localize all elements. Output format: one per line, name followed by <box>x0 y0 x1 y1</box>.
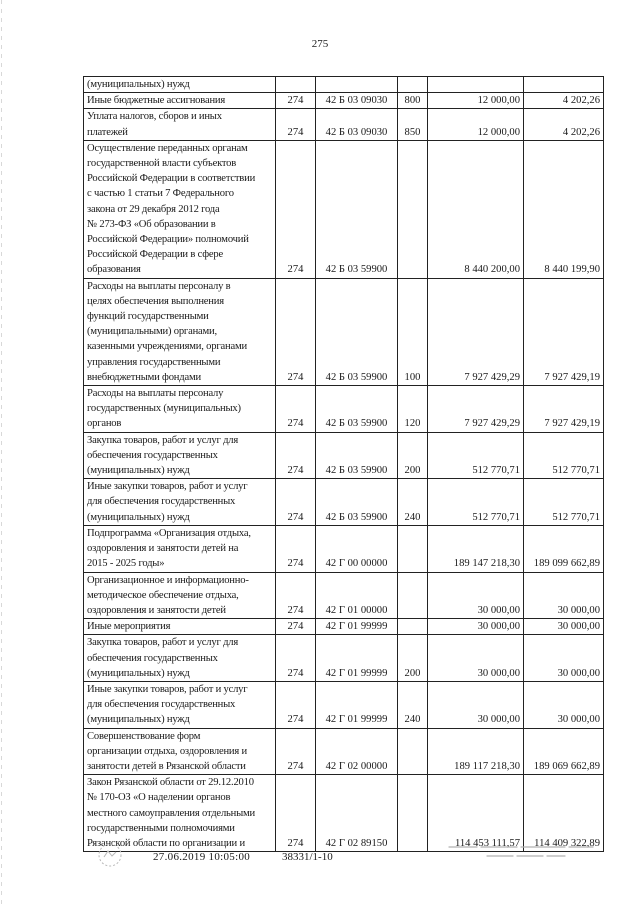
row-target-code: 42 Б 03 09030 <box>316 109 398 140</box>
scan-watermark <box>447 842 597 865</box>
row-name-line: Российской Федерации в сфере <box>87 249 223 261</box>
row-fact-amount: 4 202,26 <box>524 93 604 109</box>
row-plan-amount: 30 000,00 <box>428 635 524 682</box>
row-name-cell <box>84 635 276 682</box>
row-plan-amount: 512 770,71 <box>428 479 524 526</box>
seal-icon <box>95 840 125 870</box>
row-name-line: Иные закупки товаров, работ и услуг <box>87 683 248 695</box>
row-ministry-code <box>276 77 316 93</box>
row-name-line: (муниципальных) нужд <box>87 79 190 90</box>
table-row <box>84 681 604 728</box>
row-name-cell <box>84 77 276 93</box>
row-name-line: Закупка товаров, работ и услуг для <box>87 637 239 649</box>
row-plan-amount: 512 770,71 <box>428 432 524 479</box>
row-target-code: 42 Б 03 59900 <box>316 479 398 526</box>
row-name-cell <box>84 278 276 385</box>
row-target-code: 42 Г 02 89150 <box>316 775 398 852</box>
row-name-line: платежей <box>87 126 128 138</box>
table-row <box>84 140 604 278</box>
row-expense-type <box>398 572 428 619</box>
row-name-line: казенными учреждениями, органами <box>87 341 247 353</box>
row-ministry-code: 274 <box>276 109 316 140</box>
row-name-line: Закупка товаров, работ и услуг для <box>87 434 239 446</box>
row-name-cell <box>84 681 276 728</box>
row-name-line: Закон Рязанской области от 29.12.2010 <box>87 777 254 789</box>
row-fact-amount: 30 000,00 <box>524 572 604 619</box>
row-name-line: (муниципальными) органами, <box>87 326 217 338</box>
row-name-cell <box>84 93 276 109</box>
row-target-code: 42 Б 03 59900 <box>316 278 398 385</box>
row-name-line: Иные мероприятия <box>87 621 171 633</box>
row-name-line: внебюджетными фондами <box>87 371 201 383</box>
row-ministry-code: 274 <box>276 572 316 619</box>
row-plan-amount: 189 147 218,30 <box>428 525 524 572</box>
footer-doc-number: 38331/1-10 <box>282 851 333 863</box>
row-target-code: 42 Г 00 00000 <box>316 525 398 572</box>
row-name-line: Уплата налогов, сборов и иных <box>87 111 222 123</box>
row-ministry-code: 274 <box>276 386 316 433</box>
row-expense-type <box>398 525 428 572</box>
row-fact-amount: 30 000,00 <box>524 681 604 728</box>
row-ministry-code: 274 <box>276 525 316 572</box>
row-name-line: обеспечения государственных <box>87 652 218 664</box>
row-name-line: для обеспечения государственных <box>87 496 236 508</box>
budget-table <box>83 76 604 852</box>
row-expense-type: 120 <box>398 386 428 433</box>
row-name-line: № 273-ФЗ «Об образовании в <box>87 218 216 230</box>
table-row <box>84 386 604 433</box>
table-row <box>84 635 604 682</box>
row-fact-amount: 30 000,00 <box>524 619 604 635</box>
row-expense-type <box>398 77 428 93</box>
row-fact-amount: 512 770,71 <box>524 432 604 479</box>
page-number: 275 <box>311 38 329 50</box>
row-fact-amount: 512 770,71 <box>524 479 604 526</box>
row-plan-amount: 30 000,00 <box>428 572 524 619</box>
row-name-line: (муниципальных) нужд <box>87 511 190 523</box>
row-name-line: Осуществление переданных органам <box>87 142 248 154</box>
row-name-line: занятости детей в Рязанской области <box>87 760 246 772</box>
row-expense-type: 100 <box>398 278 428 385</box>
row-name-cell <box>84 572 276 619</box>
row-ministry-code: 274 <box>276 635 316 682</box>
row-fact-amount: 4 202,26 <box>524 109 604 140</box>
row-name-line: целях обеспечения выполнения <box>87 295 224 307</box>
row-plan-amount: 189 117 218,30 <box>428 728 524 775</box>
footer-date: 27.06.2019 10:05:00 <box>153 851 251 863</box>
row-name-cell <box>84 386 276 433</box>
table-row <box>84 525 604 572</box>
row-name-line: Российской Федерации в соответствии <box>87 173 256 185</box>
row-target-code: 42 Б 03 59900 <box>316 432 398 479</box>
row-plan-amount: 30 000,00 <box>428 681 524 728</box>
row-name-line: организации отдыха, оздоровления и <box>87 745 247 757</box>
table-row <box>84 432 604 479</box>
row-name-line: местного самоуправления отдельными <box>87 807 256 819</box>
row-fact-amount: 7 927 429,19 <box>524 278 604 385</box>
row-name-line: (муниципальных) нужд <box>87 667 190 679</box>
row-ministry-code: 274 <box>276 775 316 852</box>
row-fact-amount: 189 099 662,89 <box>524 525 604 572</box>
row-ministry-code: 274 <box>276 681 316 728</box>
row-ministry-code: 274 <box>276 728 316 775</box>
row-expense-type <box>398 619 428 635</box>
row-name-line: Организационное и информационно- <box>87 574 249 586</box>
row-expense-type: 850 <box>398 109 428 140</box>
row-ministry-code: 274 <box>276 140 316 278</box>
row-expense-type <box>398 728 428 775</box>
row-plan-amount: 30 000,00 <box>428 619 524 635</box>
row-plan-amount: 8 440 200,00 <box>428 140 524 278</box>
row-fact-amount: 114 409 322,89 <box>524 775 604 852</box>
row-name-line: (муниципальных) нужд <box>87 465 190 477</box>
row-name-line: Подпрограмма «Организация отдыха, <box>87 527 251 539</box>
row-name-cell <box>84 140 276 278</box>
row-expense-type: 800 <box>398 93 428 109</box>
row-ministry-code: 274 <box>276 432 316 479</box>
row-fact-amount: 8 440 199,90 <box>524 140 604 278</box>
row-expense-type: 240 <box>398 681 428 728</box>
row-name-line: 2015 - 2025 годы» <box>87 558 165 570</box>
row-ministry-code: 274 <box>276 278 316 385</box>
row-fact-amount: 189 069 662,89 <box>524 728 604 775</box>
row-name-line: методическое обеспечение отдыха, <box>87 589 239 601</box>
row-ministry-code: 274 <box>276 619 316 635</box>
row-name-line: государственной власти субъектов <box>87 158 237 170</box>
row-name-cell <box>84 619 276 635</box>
row-name-line: Рязанской области по организации и <box>87 837 245 849</box>
table-row <box>84 93 604 109</box>
row-plan-amount: 12 000,00 <box>428 93 524 109</box>
row-fact-amount: 7 927 429,19 <box>524 386 604 433</box>
row-ministry-code: 274 <box>276 479 316 526</box>
row-name-cell <box>84 728 276 775</box>
row-target-code: 42 Г 01 99999 <box>316 681 398 728</box>
row-name-cell <box>84 479 276 526</box>
row-name-cell <box>84 525 276 572</box>
row-plan-amount: 12 000,00 <box>428 109 524 140</box>
row-fact-amount <box>524 77 604 93</box>
scan-edge <box>1 0 2 905</box>
row-target-code: 42 Г 01 99999 <box>316 635 398 682</box>
row-target-code: 42 Б 03 59900 <box>316 386 398 433</box>
row-name-line: закона от 29 декабря 2012 года <box>87 203 220 215</box>
row-plan-amount: 7 927 429,29 <box>428 386 524 433</box>
table-row <box>84 572 604 619</box>
row-name-line: управления государственными <box>87 356 221 368</box>
row-ministry-code: 274 <box>276 93 316 109</box>
table-row <box>84 278 604 385</box>
row-expense-type: 200 <box>398 432 428 479</box>
budget-table-body <box>84 77 604 852</box>
row-name-line: оздоровления и занятости детей на <box>87 543 239 555</box>
row-target-code: 42 Г 01 00000 <box>316 572 398 619</box>
row-name-line: Совершенствование форм <box>87 730 201 742</box>
row-name-line: Расходы на выплаты персоналу <box>87 388 224 400</box>
row-name-line: № 170-ОЗ «О наделении органов <box>87 792 231 804</box>
row-target-code: 42 Г 02 00000 <box>316 728 398 775</box>
row-name-line: (муниципальных) нужд <box>87 714 190 726</box>
row-expense-type: 240 <box>398 479 428 526</box>
row-name-line: оздоровления и занятости детей <box>87 604 226 616</box>
row-expense-type: 200 <box>398 635 428 682</box>
row-name-line: Российской Федерации» полномочий <box>87 234 249 246</box>
row-expense-type <box>398 775 428 852</box>
table-row <box>84 775 604 852</box>
row-name-line: с частью 1 статьи 7 Федерального <box>87 188 234 200</box>
row-target-code: 42 Б 03 09030 <box>316 93 398 109</box>
table-row <box>84 479 604 526</box>
row-name-cell <box>84 432 276 479</box>
row-plan-amount: 114 453 111,57 <box>428 775 524 852</box>
row-fact-amount: 30 000,00 <box>524 635 604 682</box>
table-row <box>84 109 604 140</box>
row-expense-type <box>398 140 428 278</box>
watermark-text-icon <box>447 842 597 862</box>
row-name-line: обеспечения государственных <box>87 449 218 461</box>
row-plan-amount: 7 927 429,29 <box>428 278 524 385</box>
table-row <box>84 728 604 775</box>
row-name-line: для обеспечения государственных <box>87 699 236 711</box>
table-row <box>84 619 604 635</box>
row-plan-amount <box>428 77 524 93</box>
row-name-line: государственными полномочиями <box>87 822 235 834</box>
row-name-line: органов <box>87 418 122 430</box>
row-name-line: Расходы на выплаты персоналу в <box>87 280 231 292</box>
row-name-line: образования <box>87 264 141 276</box>
row-name-cell <box>84 109 276 140</box>
table-row <box>84 77 604 93</box>
row-target-code: 42 Б 03 59900 <box>316 140 398 278</box>
row-name-line: функций государственными <box>87 311 209 323</box>
row-name-line: государственных (муниципальных) <box>87 403 241 415</box>
row-name-line: Иные закупки товаров, работ и услуг <box>87 481 248 493</box>
row-target-code: 42 Г 01 99999 <box>316 619 398 635</box>
row-target-code <box>316 77 398 93</box>
row-name-line: Иные бюджетные ассигнования <box>87 95 226 107</box>
